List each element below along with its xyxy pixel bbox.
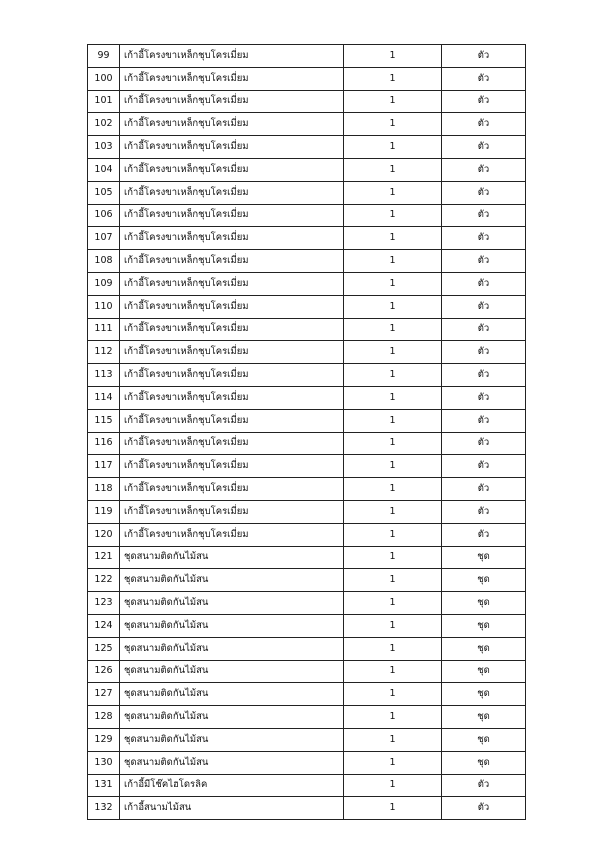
unit-cell: ตัว [442,136,526,159]
quantity-cell: 1 [344,113,442,136]
unit-cell: ตัว [442,67,526,90]
unit-cell: ตัว [442,478,526,501]
row-number-cell: 111 [88,318,120,341]
quantity-cell: 1 [344,706,442,729]
item-name-cell: ชุดสนามติดกันไม้สน [120,569,344,592]
quantity-cell: 1 [344,386,442,409]
table-row [88,204,526,227]
unit-cell: ชุด [442,706,526,729]
inventory-table-body [88,45,526,820]
row-number-cell: 102 [88,113,120,136]
item-name-cell: ชุดสนามติดกันไม้สน [120,614,344,637]
unit-cell: ตัว [442,90,526,113]
quantity-cell: 1 [344,250,442,273]
quantity-cell: 1 [344,432,442,455]
item-name-cell: ชุดสนามติดกันไม้สน [120,683,344,706]
item-name-cell: ชุดสนามติดกันไม้สน [120,728,344,751]
unit-cell: ตัว [442,181,526,204]
row-number-cell: 106 [88,204,120,227]
table-row [88,158,526,181]
unit-cell: ตัว [442,295,526,318]
item-name-cell: เก้าอี้มีโช๊คไฮโดรลิค [120,774,344,797]
row-number-cell: 120 [88,523,120,546]
table-row [88,706,526,729]
item-name-cell: เก้าอี้โครงขาเหล็กชุบโครเมี่ยม [120,341,344,364]
item-name-cell: เก้าอี้โครงขาเหล็กชุบโครเมี่ยม [120,45,344,68]
row-number-cell: 108 [88,250,120,273]
item-name-cell: เก้าอี้โครงขาเหล็กชุบโครเมี่ยม [120,181,344,204]
quantity-cell: 1 [344,158,442,181]
quantity-cell: 1 [344,67,442,90]
table-row [88,683,526,706]
quantity-cell: 1 [344,227,442,250]
item-name-cell: เก้าอี้โครงขาเหล็กชุบโครเมี่ยม [120,136,344,159]
table-row [88,523,526,546]
table-row [88,90,526,113]
quantity-cell: 1 [344,204,442,227]
unit-cell: ตัว [442,386,526,409]
row-number-cell: 131 [88,774,120,797]
quantity-cell: 1 [344,592,442,615]
unit-cell: ตัว [442,500,526,523]
row-number-cell: 103 [88,136,120,159]
table-row [88,660,526,683]
table-row [88,364,526,387]
unit-cell: ชุด [442,637,526,660]
quantity-cell: 1 [344,478,442,501]
quantity-cell: 1 [344,455,442,478]
quantity-cell: 1 [344,45,442,68]
row-number-cell: 119 [88,500,120,523]
quantity-cell: 1 [344,751,442,774]
quantity-cell: 1 [344,797,442,820]
row-number-cell: 127 [88,683,120,706]
quantity-cell: 1 [344,181,442,204]
item-name-cell: เก้าอี้โครงขาเหล็กชุบโครเมี่ยม [120,318,344,341]
unit-cell: ตัว [442,113,526,136]
row-number-cell: 114 [88,386,120,409]
row-number-cell: 101 [88,90,120,113]
unit-cell: ชุด [442,660,526,683]
table-row [88,637,526,660]
table-row [88,341,526,364]
row-number-cell: 113 [88,364,120,387]
quantity-cell: 1 [344,500,442,523]
row-number-cell: 100 [88,67,120,90]
table-row [88,614,526,637]
table-row [88,272,526,295]
row-number-cell: 121 [88,546,120,569]
unit-cell: ตัว [442,455,526,478]
quantity-cell: 1 [344,728,442,751]
row-number-cell: 107 [88,227,120,250]
row-number-cell: 99 [88,45,120,68]
table-row [88,432,526,455]
table-row [88,797,526,820]
row-number-cell: 125 [88,637,120,660]
quantity-cell: 1 [344,683,442,706]
table-row [88,592,526,615]
unit-cell: ตัว [442,204,526,227]
row-number-cell: 116 [88,432,120,455]
unit-cell: ตัว [442,432,526,455]
item-name-cell: ชุดสนามติดกันไม้สน [120,706,344,729]
unit-cell: ตัว [442,272,526,295]
item-name-cell: เก้าอี้โครงขาเหล็กชุบโครเมี่ยม [120,158,344,181]
quantity-cell: 1 [344,364,442,387]
row-number-cell: 122 [88,569,120,592]
item-name-cell: ชุดสนามติดกันไม้สน [120,592,344,615]
quantity-cell: 1 [344,637,442,660]
unit-cell: ตัว [442,364,526,387]
quantity-cell: 1 [344,409,442,432]
row-number-cell: 123 [88,592,120,615]
unit-cell: ชุด [442,592,526,615]
item-name-cell: เก้าอี้โครงขาเหล็กชุบโครเมี่ยม [120,386,344,409]
quantity-cell: 1 [344,523,442,546]
item-name-cell: เก้าอี้โครงขาเหล็กชุบโครเมี่ยม [120,523,344,546]
table-row [88,67,526,90]
quantity-cell: 1 [344,569,442,592]
row-number-cell: 104 [88,158,120,181]
item-name-cell: เก้าอี้โครงขาเหล็กชุบโครเมี่ยม [120,409,344,432]
item-name-cell: เก้าอี้โครงขาเหล็กชุบโครเมี่ยม [120,204,344,227]
unit-cell: ชุด [442,683,526,706]
item-name-cell: ชุดสนามติดกันไม้สน [120,637,344,660]
row-number-cell: 105 [88,181,120,204]
table-row [88,386,526,409]
table-row [88,546,526,569]
item-name-cell: ชุดสนามติดกันไม้สน [120,660,344,683]
item-name-cell: เก้าอี้โครงขาเหล็กชุบโครเมี่ยม [120,113,344,136]
item-name-cell: เก้าอี้สนามไม้สน [120,797,344,820]
row-number-cell: 112 [88,341,120,364]
unit-cell: ตัว [442,250,526,273]
unit-cell: ตัว [442,341,526,364]
table-row [88,318,526,341]
table-row [88,45,526,68]
table-row [88,751,526,774]
item-name-cell: เก้าอี้โครงขาเหล็กชุบโครเมี่ยม [120,250,344,273]
row-number-cell: 124 [88,614,120,637]
table-row [88,774,526,797]
table-row [88,181,526,204]
item-name-cell: ชุดสนามติดกันไม้สน [120,751,344,774]
row-number-cell: 109 [88,272,120,295]
unit-cell: ตัว [442,318,526,341]
table-row [88,478,526,501]
unit-cell: ตัว [442,158,526,181]
table-row [88,136,526,159]
item-name-cell: เก้าอี้โครงขาเหล็กชุบโครเมี่ยม [120,432,344,455]
row-number-cell: 117 [88,455,120,478]
table-row [88,569,526,592]
row-number-cell: 126 [88,660,120,683]
row-number-cell: 115 [88,409,120,432]
quantity-cell: 1 [344,614,442,637]
item-name-cell: เก้าอี้โครงขาเหล็กชุบโครเมี่ยม [120,272,344,295]
unit-cell: ชุด [442,546,526,569]
item-name-cell: เก้าอี้โครงขาเหล็กชุบโครเมี่ยม [120,364,344,387]
item-name-cell: ชุดสนามติดกันไม้สน [120,546,344,569]
unit-cell: ชุด [442,614,526,637]
table-row [88,728,526,751]
quantity-cell: 1 [344,272,442,295]
unit-cell: ตัว [442,45,526,68]
row-number-cell: 129 [88,728,120,751]
quantity-cell: 1 [344,774,442,797]
table-row [88,500,526,523]
table-row [88,409,526,432]
row-number-cell: 130 [88,751,120,774]
table-row [88,113,526,136]
quantity-cell: 1 [344,546,442,569]
unit-cell: ตัว [442,227,526,250]
item-name-cell: เก้าอี้โครงขาเหล็กชุบโครเมี่ยม [120,67,344,90]
item-name-cell: เก้าอี้โครงขาเหล็กชุบโครเมี่ยม [120,478,344,501]
unit-cell: ตัว [442,797,526,820]
item-name-cell: เก้าอี้โครงขาเหล็กชุบโครเมี่ยม [120,90,344,113]
unit-cell: ชุด [442,751,526,774]
table-row [88,455,526,478]
inventory-table [87,44,526,820]
row-number-cell: 132 [88,797,120,820]
row-number-cell: 118 [88,478,120,501]
unit-cell: ชุด [442,728,526,751]
row-number-cell: 128 [88,706,120,729]
quantity-cell: 1 [344,660,442,683]
table-row [88,227,526,250]
item-name-cell: เก้าอี้โครงขาเหล็กชุบโครเมี่ยม [120,227,344,250]
table-row [88,295,526,318]
row-number-cell: 110 [88,295,120,318]
table-row [88,250,526,273]
unit-cell: ตัว [442,774,526,797]
item-name-cell: เก้าอี้โครงขาเหล็กชุบโครเมี่ยม [120,455,344,478]
unit-cell: ชุด [442,569,526,592]
unit-cell: ตัว [442,409,526,432]
quantity-cell: 1 [344,318,442,341]
item-name-cell: เก้าอี้โครงขาเหล็กชุบโครเมี่ยม [120,295,344,318]
item-name-cell: เก้าอี้โครงขาเหล็กชุบโครเมี่ยม [120,500,344,523]
quantity-cell: 1 [344,341,442,364]
unit-cell: ตัว [442,523,526,546]
quantity-cell: 1 [344,90,442,113]
quantity-cell: 1 [344,295,442,318]
quantity-cell: 1 [344,136,442,159]
